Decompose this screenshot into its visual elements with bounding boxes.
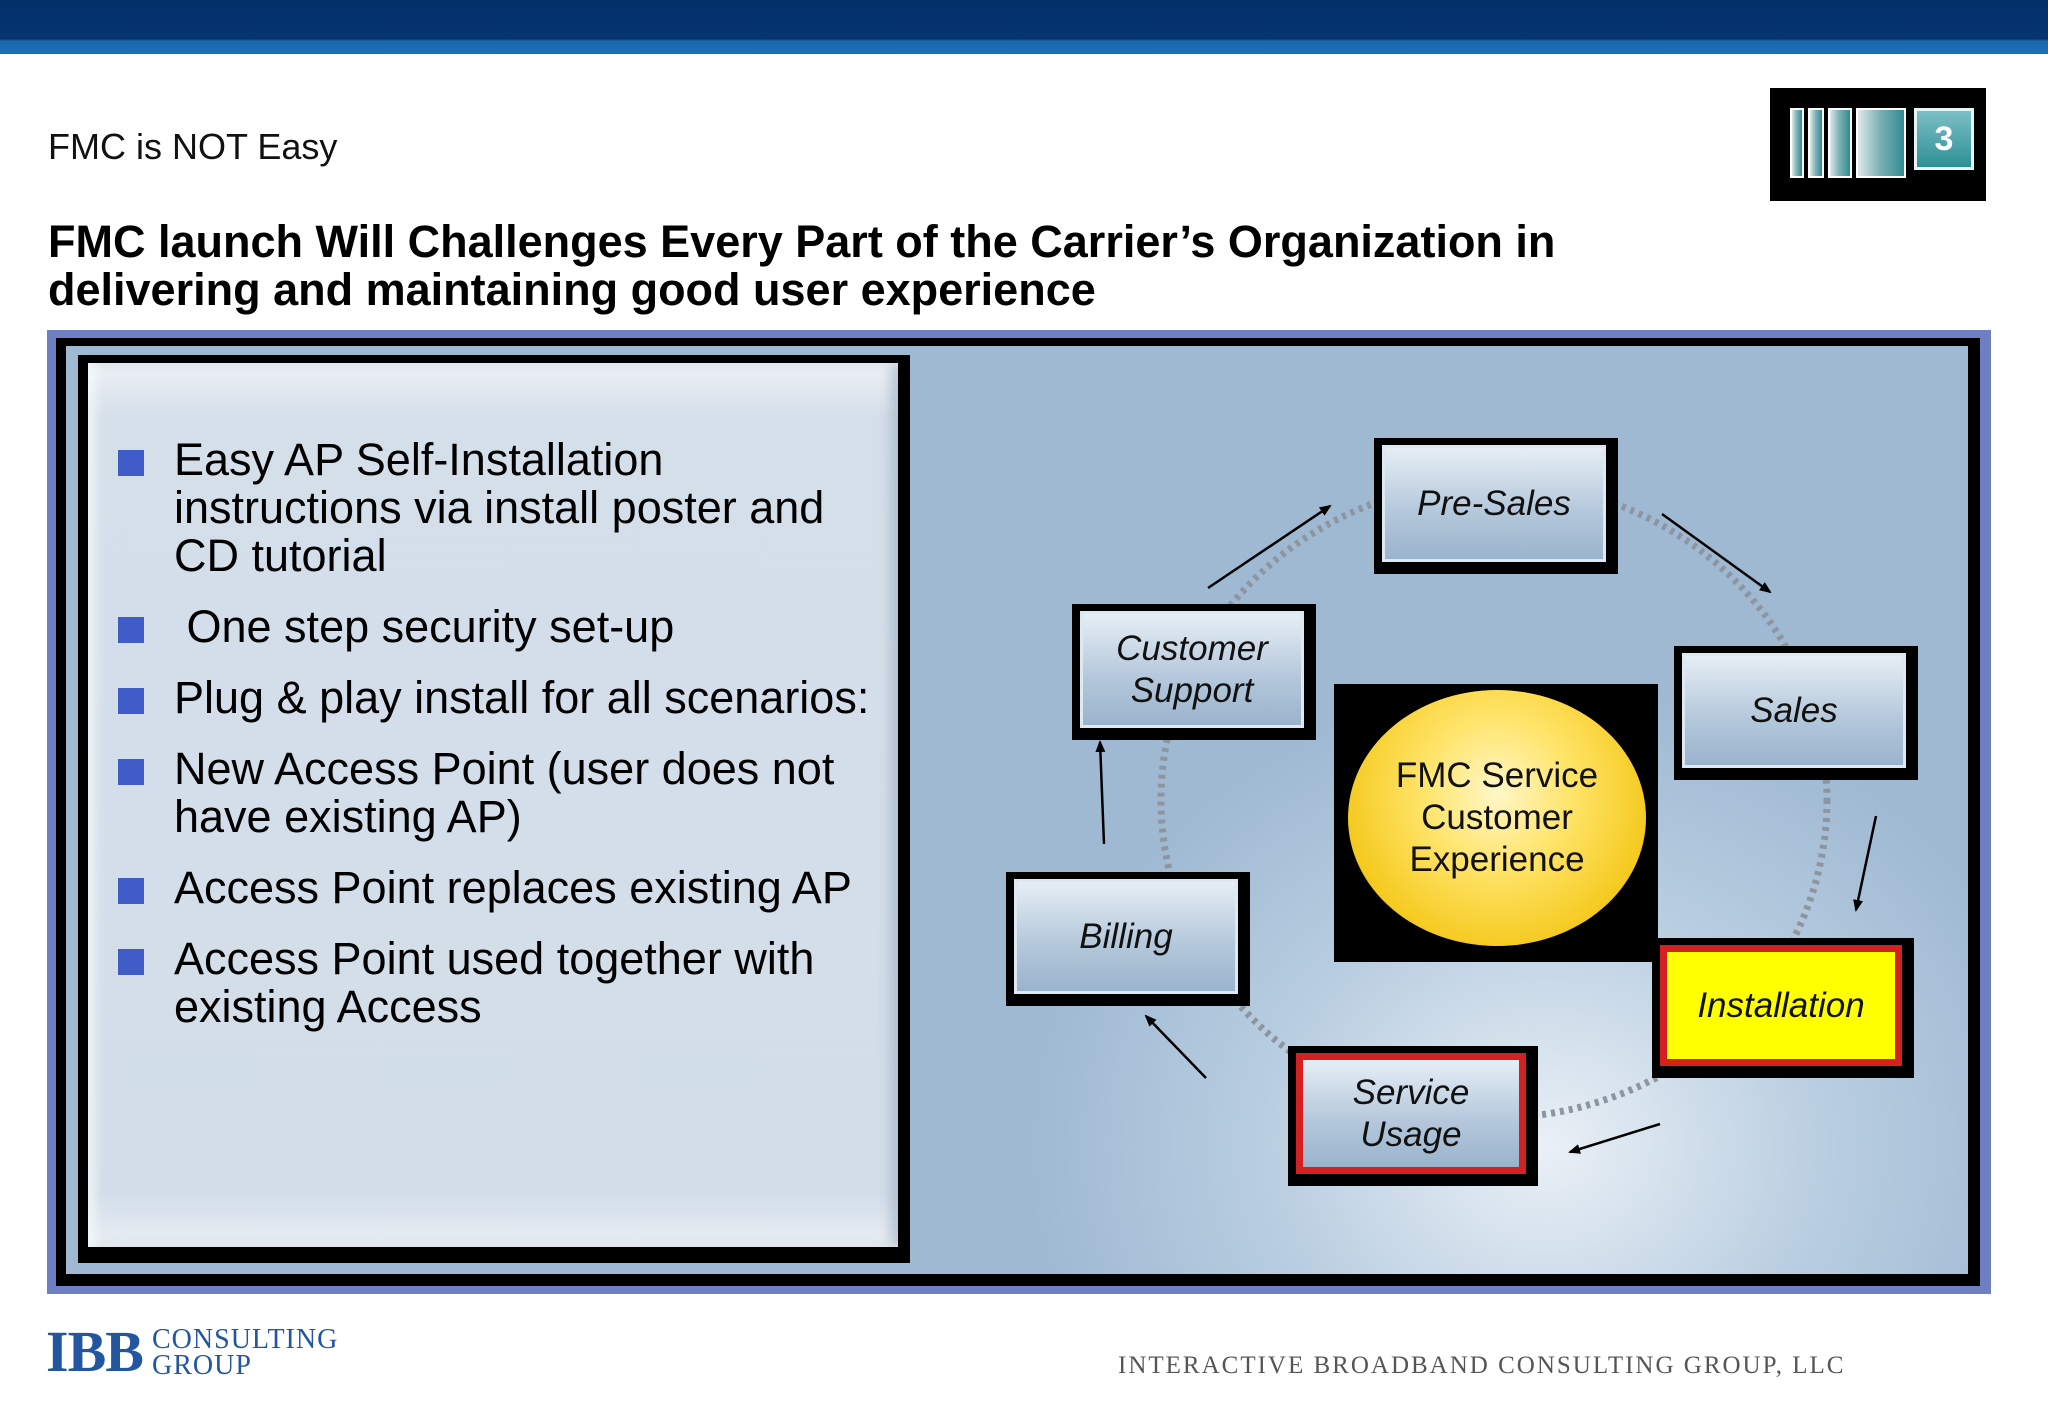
page-number: 3 [1914, 108, 1974, 170]
bullet-text: Access Point replaces existing AP [174, 862, 852, 913]
node-customer-support [1072, 604, 1316, 740]
bullet-text: One step security set-up [174, 601, 675, 652]
bullet-text: Access Point used together with existing Access [174, 933, 815, 1032]
node-label: Sales [1682, 653, 1906, 768]
node-label: Pre-Sales [1382, 445, 1606, 562]
flow-arrow-installation-to-usage [1570, 1124, 1660, 1152]
node-sales [1674, 646, 1918, 780]
flow-arrow-support-to-presales [1208, 506, 1330, 588]
company-name: INTERACTIVE BROADBAND CONSULTING GROUP, LLC [1118, 1352, 1846, 1379]
flow-arrow-usage-to-billing [1146, 1016, 1206, 1078]
flow-arrow-sales-to-installation [1856, 816, 1876, 910]
bullet-text: Easy AP Self-Installation instructions via install poster and CD tutorial [174, 434, 825, 581]
flow-arrow-presales-to-sales [1662, 514, 1770, 592]
logo-line-1: CONSULTING [152, 1324, 339, 1355]
node-pre-sales [1374, 438, 1618, 574]
flow-arrow-billing-to-support [1100, 742, 1104, 844]
slide-headline: FMC launch Will Challenges Every Part of the Carrier’s Organization in delivering and maintaining good user experience [48, 216, 1556, 315]
node-label: Customer Support [1080, 611, 1304, 728]
logo-mark: IBB [46, 1319, 143, 1384]
node-installation [1652, 938, 1914, 1078]
bullet-text: Plug & play install for all scenarios: [174, 672, 870, 723]
bullet-text: New Access Point (user does not have existing AP) [174, 743, 835, 842]
node-label: Service Usage [1296, 1053, 1526, 1174]
section-title: FMC is NOT Easy [48, 126, 338, 167]
node-service-usage [1288, 1046, 1538, 1186]
logo-line-2: GROUP [152, 1350, 252, 1381]
node-billing [1006, 872, 1250, 1006]
node-label: Billing [1014, 879, 1238, 994]
center-label: FMC Service Customer Experience [1348, 690, 1646, 946]
node-label: Installation [1660, 945, 1902, 1066]
